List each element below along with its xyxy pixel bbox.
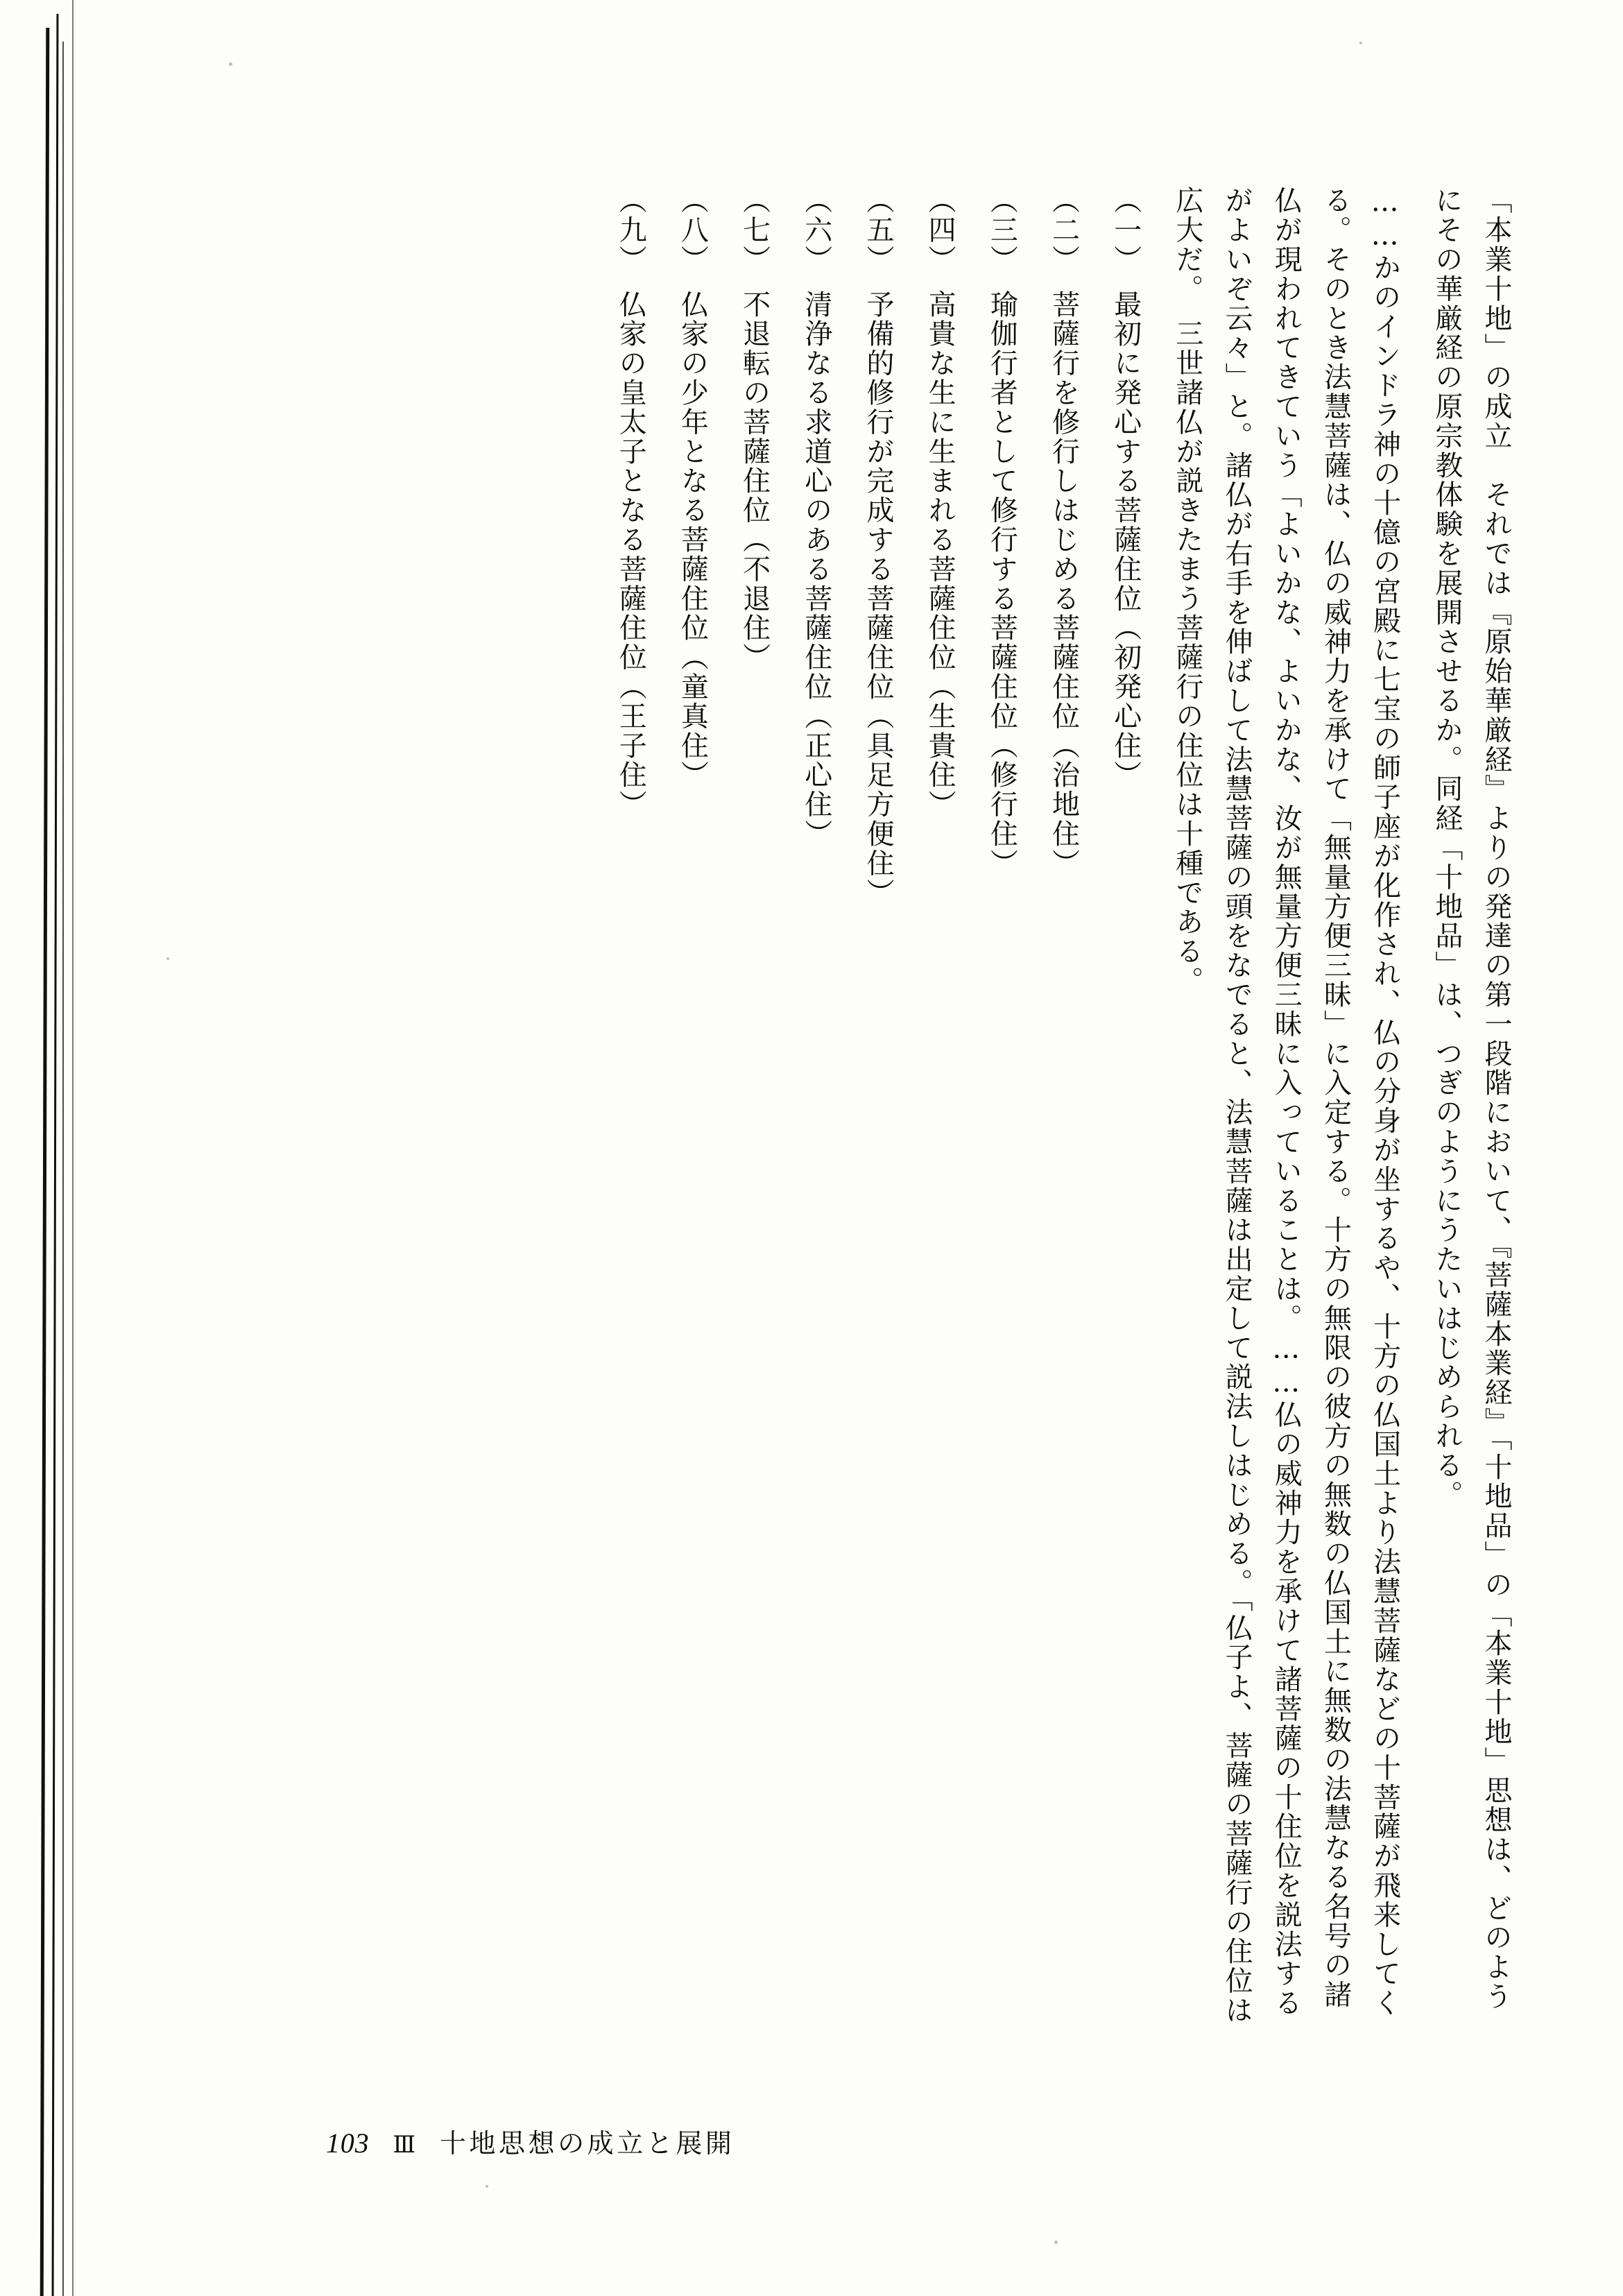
list-item-7: （七） 不退転の菩薩住位（不退住） — [738, 186, 771, 672]
scan-speck — [1359, 42, 1362, 44]
page-number: 103 — [326, 2127, 370, 2159]
list-item-2: （二） 菩薩行を修行しはじめる菩薩住位（治地住） — [1047, 186, 1080, 878]
list-item-4: （四） 高貴な生に生まれる菩薩住位（生貴住） — [924, 186, 956, 819]
list-item-3: （三） 瑜伽行者として修行する菩薩住位（修行住） — [986, 186, 1018, 878]
list-item-1: （一） 最初に発心する菩薩住位（初発心住） — [1109, 186, 1142, 790]
page-body-text — [593, 186, 1520, 2031]
scan-edge-artifact — [40, 28, 50, 2296]
list-item-9: （九） 仏家の皇太子となる菩薩住位（王子住） — [615, 186, 647, 819]
scan-edge-artifact — [62, 42, 64, 2296]
paragraph-sutra-summary: ……かのインドラ神の十億の宮殿に七宝の師子座が化作され、仏の分身が坐するや、十方の仏国土より法慧菩薩などの十菩薩が飛来してくる。そのとき法慧菩薩は、仏の威神力を承けて「無量方便三昧」に入定する。十方の無限の彼方の無数の仏国土に無数の法慧なる名号の諸仏が現われてきていう「よいかな、よいかな、汝が無量方便三昧に入っていることは。……仏の威神力を承けて諸菩薩の十住位を説法するがよいぞ云々」と。諸仏が右手を伸ばして法慧菩薩の頭をなでると、法慧菩薩は出定して説法しはじめる。「仏子よ、菩薩の菩薩行の住位は広大だ。 三世諸仏が説きたまう菩薩行の住位は十種である。 — [1171, 186, 1401, 2025]
running-footer — [326, 2122, 735, 2160]
list-item-6: （六） 清浄なる求道心のある菩薩住位（正心住） — [800, 186, 832, 849]
scan-edge-artifact — [72, 0, 74, 2296]
scan-speck — [229, 62, 232, 66]
list-item-8: （八） 仏家の少年となる菩薩住位（童真住） — [676, 186, 709, 790]
scan-speck — [166, 957, 169, 960]
chapter-number: Ⅲ — [393, 2131, 416, 2159]
scan-speck — [486, 2185, 488, 2188]
scan-speck — [1054, 2241, 1058, 2244]
paragraph-heading-intro: 「本業十地」の成立 それでは『原始華厳経』よりの発達の第一段階において、『菩薩本業経』「十地品」の「本業十地」思想は、どのようにその華厳経の原宗教体験を展開させるか。同経「十地品」は、つぎのようにうたいはじめられる。 — [1430, 186, 1512, 2012]
chapter-title: 十地思想の成立と展開 — [439, 2128, 735, 2159]
scan-edge-artifact — [52, 14, 59, 2296]
list-item-5: （五） 予備的修行が完成する菩薩住位（具足方便住） — [861, 186, 894, 907]
